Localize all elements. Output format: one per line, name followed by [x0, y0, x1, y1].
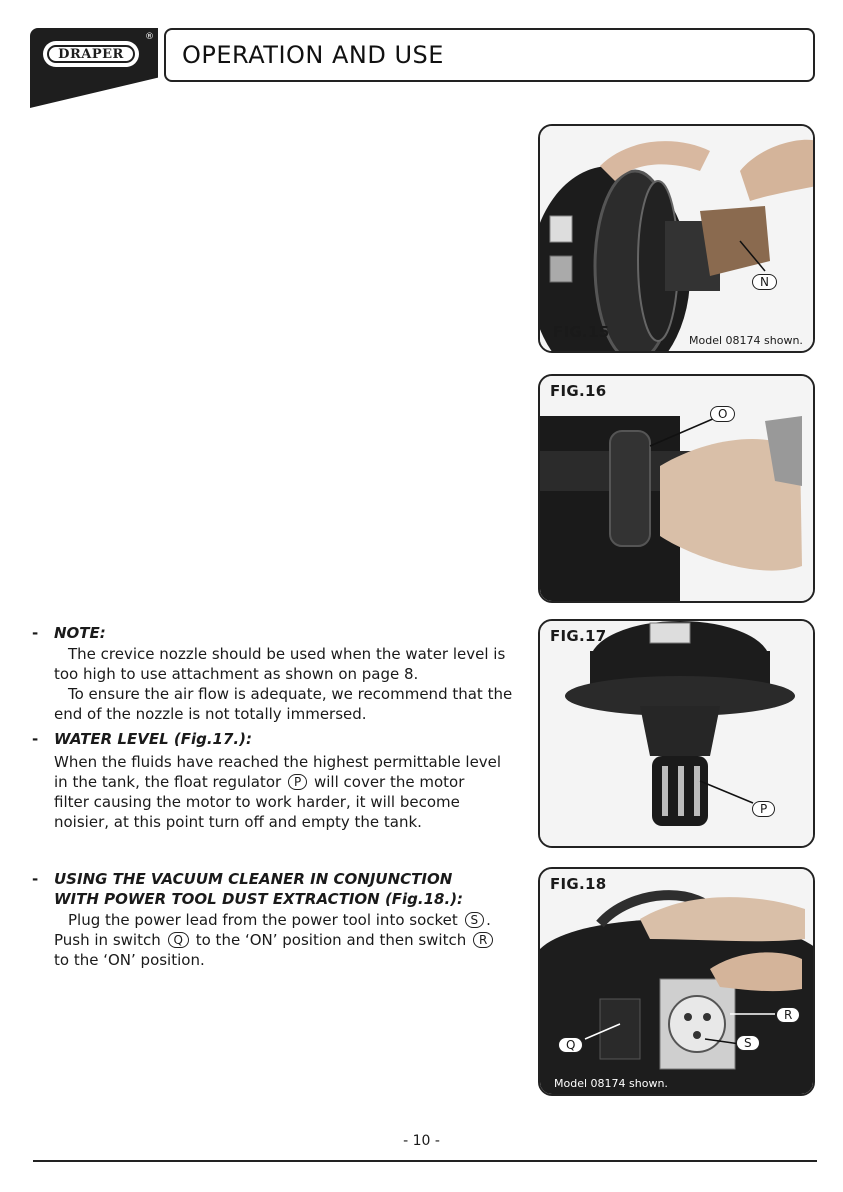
fig17-callout-p: P	[752, 801, 775, 817]
brand-logo-tab	[30, 28, 158, 108]
power-tool-heading-line-2: WITH POWER TOOL DUST EXTRACTION (Fig.18.):	[54, 890, 464, 908]
note-paragraph-1: The crevice nozzle should be used when the water level is too high to use attachment as shown on page 8.	[54, 645, 506, 683]
ref-r-badge: R	[473, 932, 493, 948]
fig15-photo	[540, 126, 815, 353]
ref-p-badge: P	[288, 774, 307, 790]
figure-16	[538, 374, 815, 603]
note-dash: -	[32, 624, 39, 642]
fig15-label: FIG.15	[553, 323, 610, 341]
registered-mark: ®	[145, 32, 154, 42]
note-paragraph-2: To ensure the air flow is adequate, we recommend that the end of the nozzle is not totally immersed.	[54, 685, 513, 723]
figure-15	[538, 124, 815, 353]
fig18-photo	[540, 869, 815, 1096]
water-level-paragraph: When the fluids have reached the highest permittable level in the tank, the float regulator P will cover the motor filter causing the motor to work harder, it will become noisier, at this point turn off and empty the tank.	[54, 753, 502, 831]
figure-18	[538, 867, 815, 1096]
footer-rule	[33, 1160, 817, 1162]
brand-logo-text: DRAPER	[47, 45, 135, 63]
fig15-callout-n: N	[752, 274, 777, 290]
fig16-label: FIG.16	[550, 382, 607, 400]
water-level-heading: WATER LEVEL (Fig.17.):	[54, 730, 252, 748]
figure-17	[538, 619, 815, 848]
fig18-callout-s: S	[736, 1035, 760, 1051]
fig18-label: FIG.18	[550, 875, 607, 893]
fig15-model-note: Model 08174 shown.	[689, 334, 803, 347]
fig16-photo	[540, 376, 815, 603]
ref-s-badge: S	[465, 912, 485, 928]
fig18-model-note: Model 08174 shown.	[554, 1077, 668, 1090]
note-heading: NOTE:	[54, 624, 106, 642]
page-number: - 10 -	[403, 1133, 440, 1149]
fig18-callout-q: Q	[558, 1037, 583, 1053]
fig16-callout-o: O	[710, 406, 735, 422]
power-tool-dash: -	[32, 870, 39, 888]
power-tool-paragraph: Plug the power lead from the power tool into socket S . Push in switch Q to the ‘ON’ position and then switch R to the ‘ON’ position.	[54, 910, 499, 970]
water-level-dash: -	[32, 730, 39, 748]
page-title: OPERATION AND USE	[164, 28, 815, 82]
fig18-callout-r: R	[776, 1007, 800, 1023]
ref-q-badge: Q	[168, 932, 189, 948]
brand-logo	[43, 41, 139, 67]
power-tool-heading-line-1: USING THE VACUUM CLEANER IN CONJUNCTION	[54, 870, 453, 888]
fig17-label: FIG.17	[550, 627, 607, 645]
fig17-photo	[540, 621, 815, 848]
